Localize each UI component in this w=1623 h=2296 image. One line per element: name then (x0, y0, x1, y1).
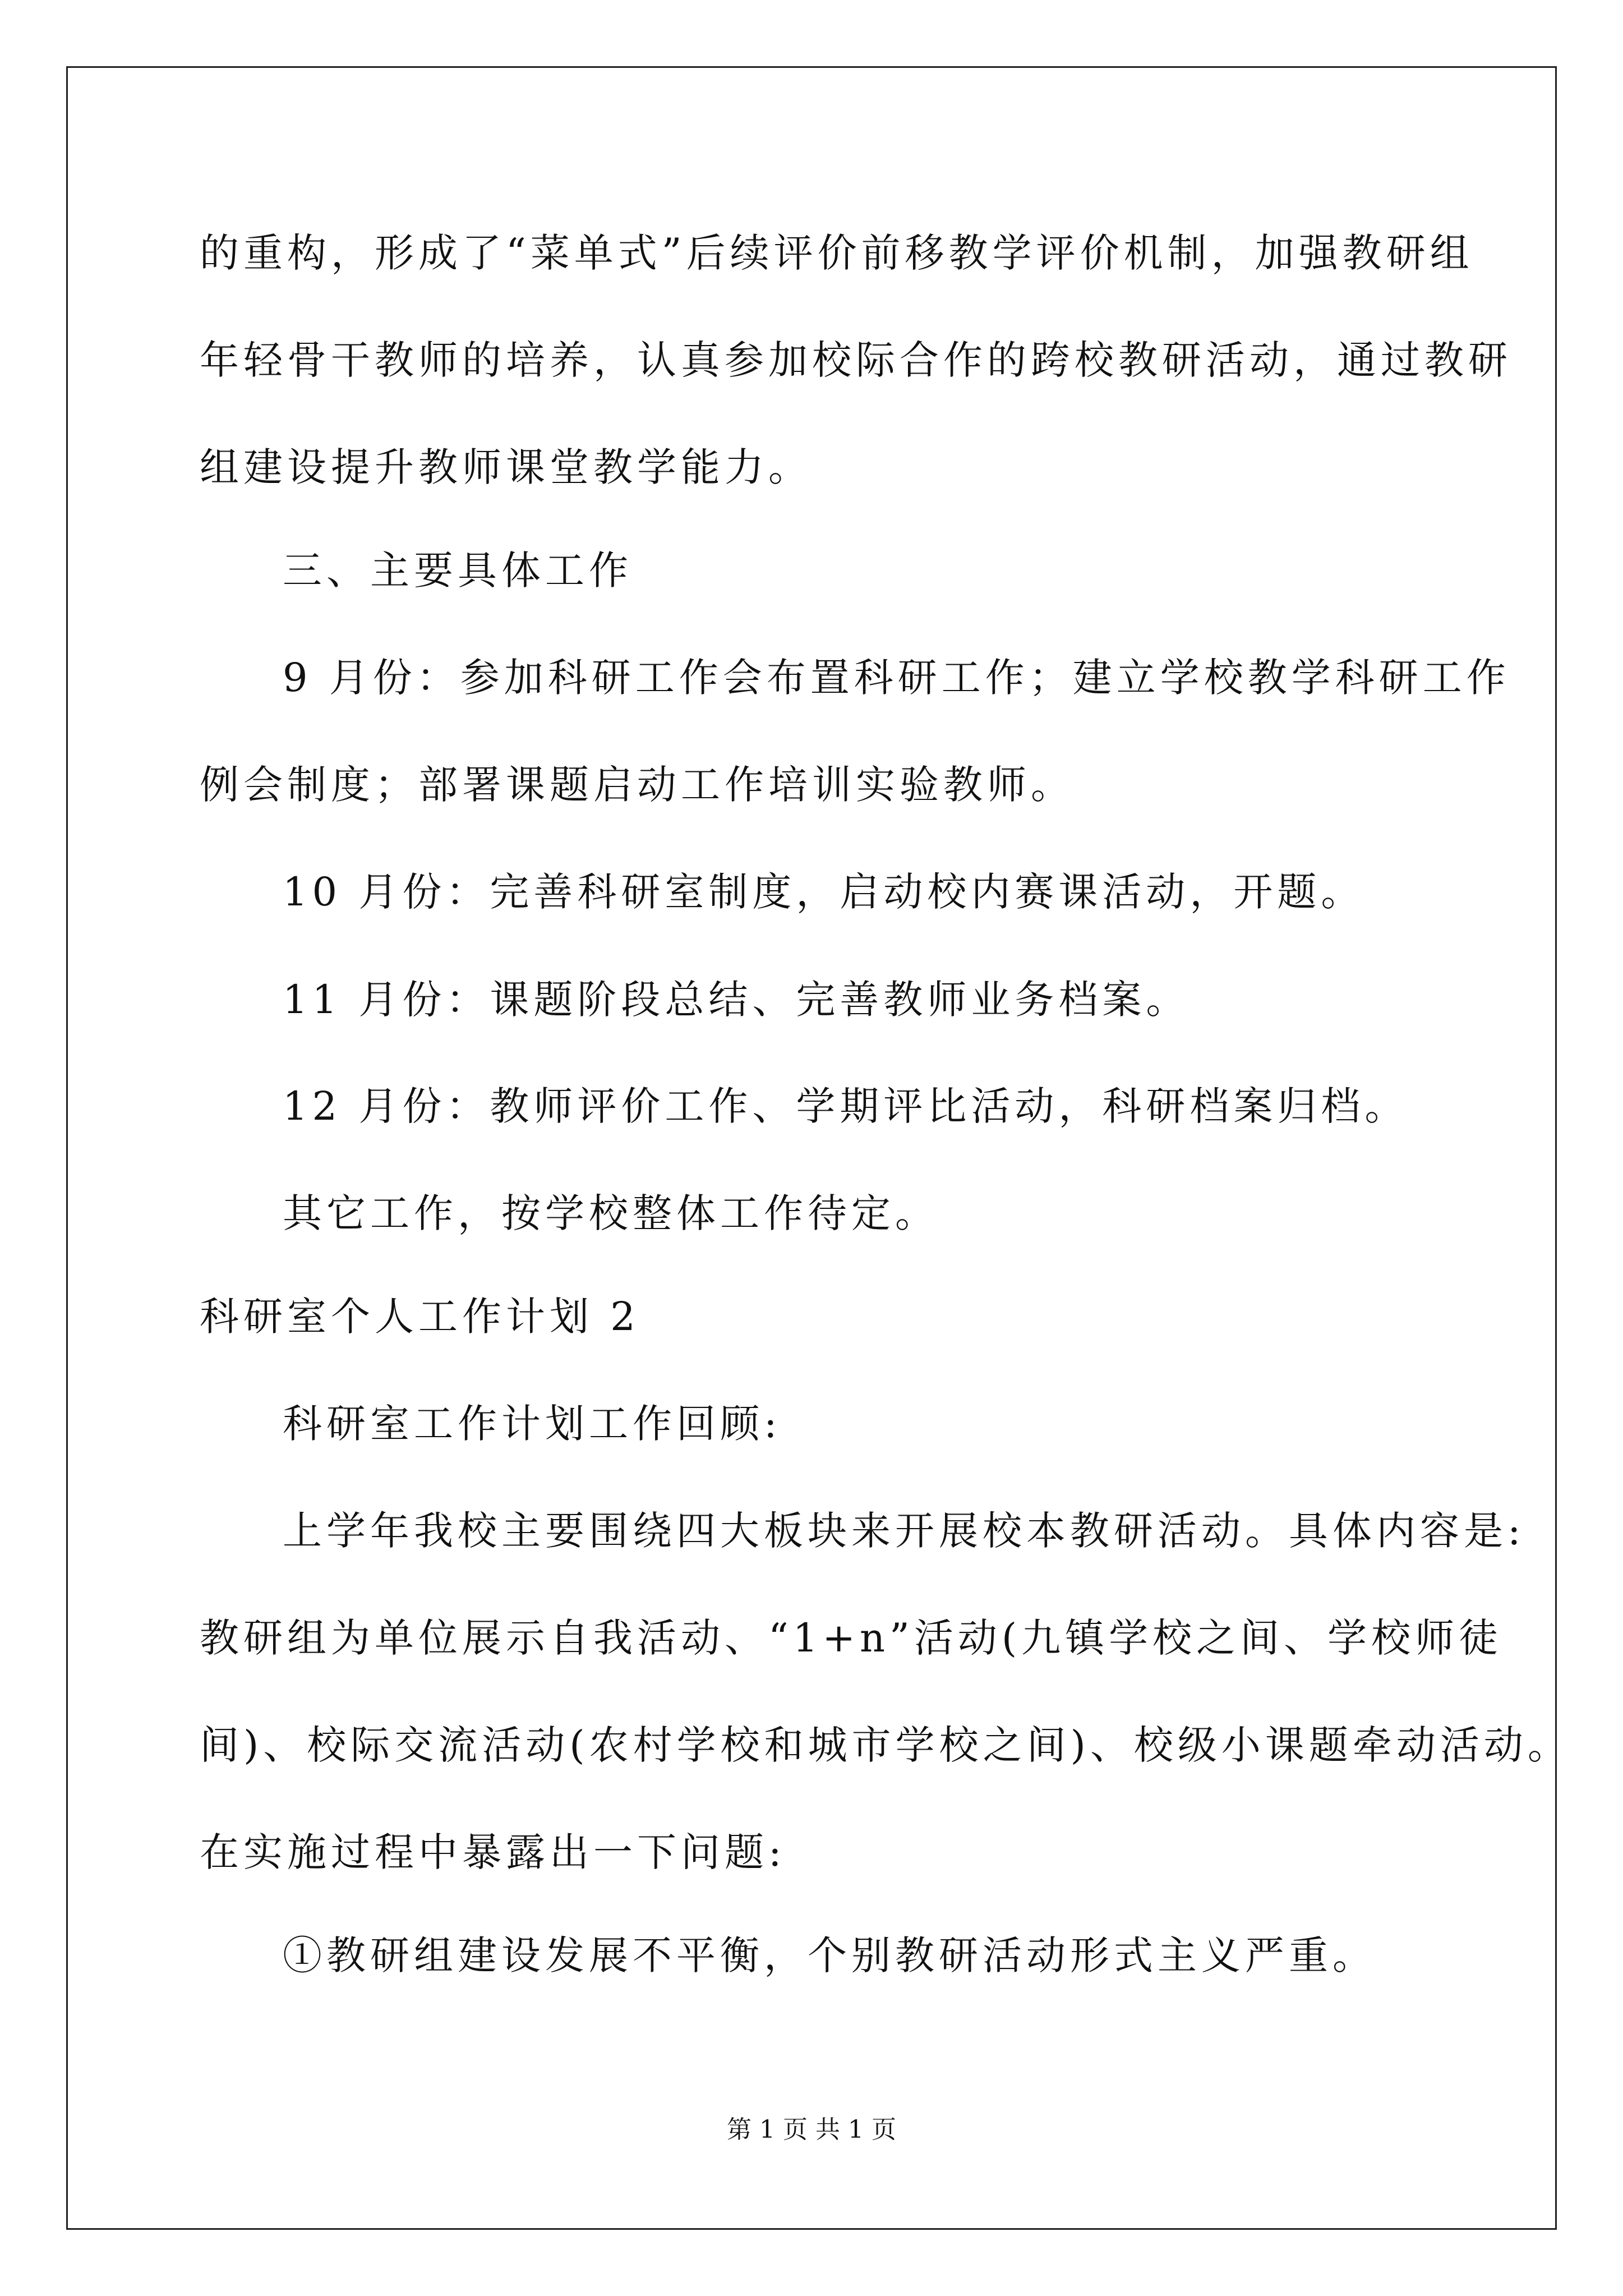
page-border (66, 66, 1557, 2230)
paragraph-line: 组建设提升教师课堂教学能力。 (200, 444, 812, 490)
paragraph-line: 在实施过程中暴露出一下问题: (200, 1829, 786, 1875)
page-footer: 第 1 页 共 1 页 (727, 2115, 896, 2144)
paragraph-line: 9 月份：参加科研工作会布置科研工作；建立学校教学科研工作 (283, 655, 1510, 701)
paragraph-line: 的重构，形成了“菜单式”后续评价前移教学评价机制，加强教研组 (200, 230, 1474, 276)
paragraph-line: 12 月份：教师评价工作、学期评比活动，科研档案归档。 (283, 1083, 1409, 1129)
document-subtitle: 科研室个人工作计划 2 (200, 1294, 640, 1340)
paragraph-line: 教研组为单位展示自我活动、“1+n”活动(九镇学校之间、学校师徒 (200, 1615, 1503, 1661)
paragraph-line: 例会制度；部署课题启动工作培训实验教师。 (200, 762, 1075, 808)
paragraph-line: 上学年我校主要围绕四大板块来开展校本教研活动。具体内容是: (283, 1508, 1525, 1554)
paragraph-line: ①教研组建设发展不平衡，个别教研活动形式主义严重。 (283, 1932, 1376, 1978)
section-heading: 三、主要具体工作 (283, 547, 633, 593)
paragraph-line: 科研室工作计划工作回顾: (283, 1401, 782, 1447)
paragraph-line: 年轻骨干教师的培养，认真参加校际合作的跨校教研活动，通过教研 (200, 337, 1512, 383)
paragraph-line: 其它工作，按学校整体工作待定。 (283, 1190, 939, 1236)
paragraph-line: 11 月份：课题阶段总结、完善教师业务档案。 (283, 977, 1190, 1023)
paragraph-line: 10 月份：完善科研室制度，启动校内赛课活动，开题。 (283, 869, 1365, 915)
paragraph-line: 间)、校际交流活动(农村学校和城市学校之间)、校级小课题牵动活动。 (200, 1722, 1571, 1768)
